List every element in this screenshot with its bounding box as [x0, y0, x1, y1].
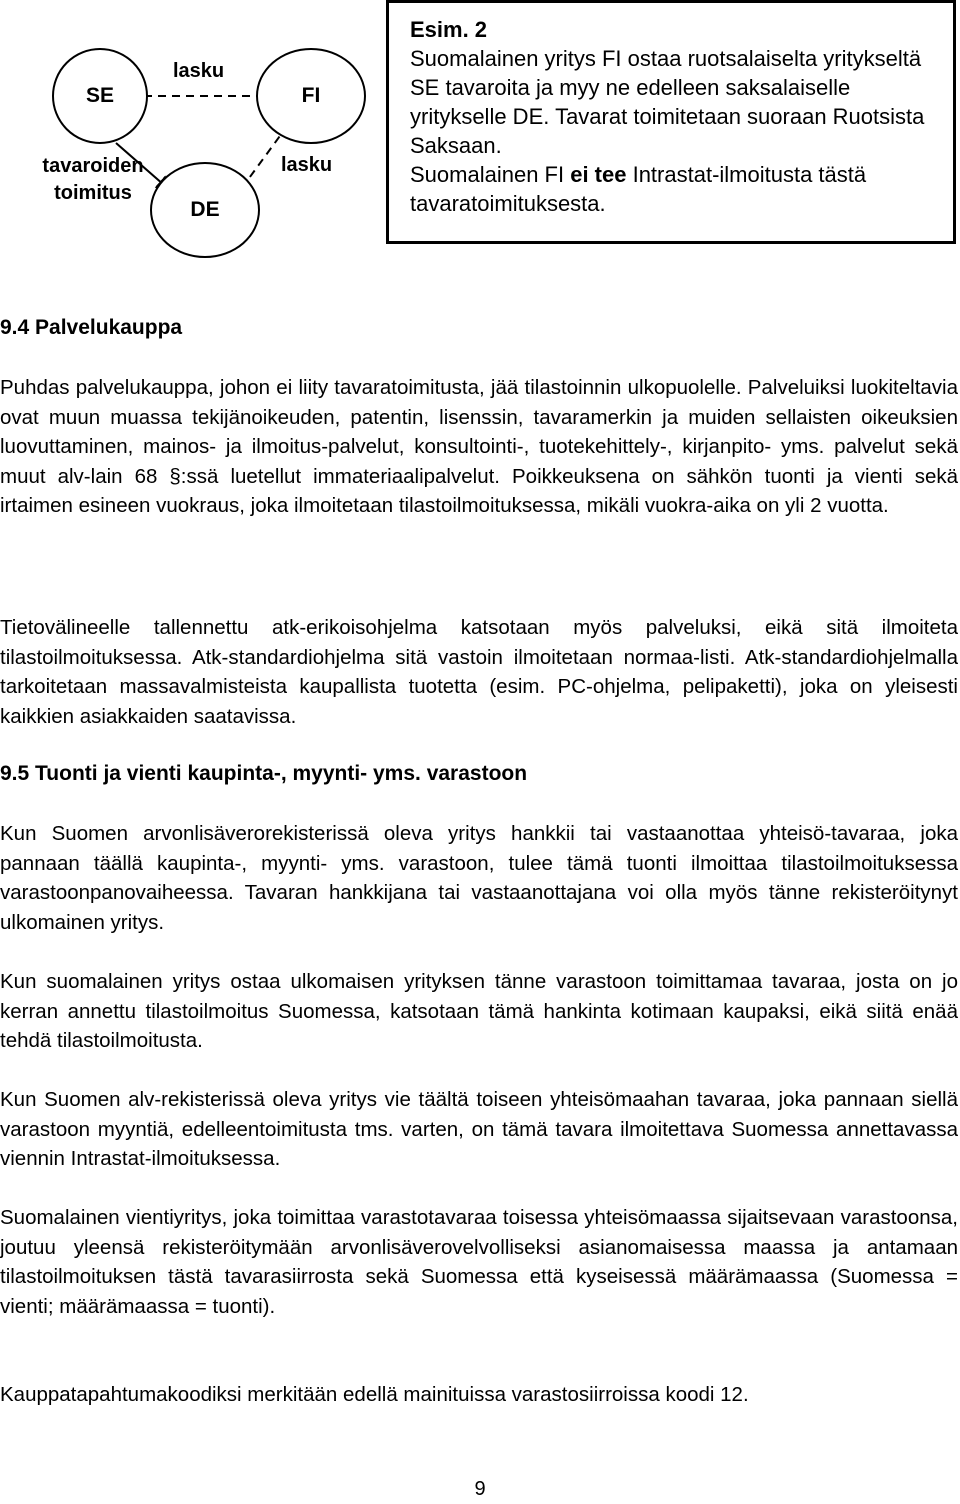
label-goods-delivery-line1: tavaroiden — [42, 155, 144, 177]
section-94-heading: 9.4 Palvelukauppa — [0, 316, 183, 339]
trade-flow-diagram — [0, 0, 380, 250]
label-goods-delivery-line2: toimitus — [54, 182, 132, 204]
section-95-paragraph-2: Kun suomalainen yritys ostaa ulkomaisen yrityksen tänne varastoon toimittamaa tavaraa, josta on jo kerran annettu tilastoilmoitus Suomessa, katsotaan tämä hankinta kotimaan kaupaksi, eikä siitä enää tehdä tilastoilmoitusta. — [0, 970, 958, 1052]
node-se: SE — [52, 48, 148, 144]
node-fi: FI — [256, 48, 366, 144]
example-text: Suomalainen yritys FI ostaa ruotsalaiselta yritykseltä SE tavaroita ja myy ne edelleen saksalaiselle yritykselle DE. Tavarat toimitetaan suoraan Ruotsista Saksaan. — [410, 46, 925, 158]
label-goods-delivery — [23, 153, 163, 207]
example-box — [386, 0, 956, 244]
section-94-paragraph-2: Tietovälineelle tallennettu atk-erikoisohjelma katsotaan myös palveluksi, eikä sitä ilmoiteta tilastoilmoituksessa. Atk-standardiohjelma sitä vastoin ilmoitetaan normaa-listi. Atk-standardiohjelmalla tarkoitetaan massavalmisteista kaupallista tuotetta (esim. PC-ohjelma, pelipaketti), joka on yleisesti kaikkien asiakkaiden saatavissa. — [0, 616, 958, 728]
section-95-paragraph-4: Suomalainen vientiyritys, joka toimittaa varastotavaraa toisessa yhteisömaassa sijaitsevaan varastoonsa, joutuu yleensä rekisteröitymään arvonlisäverovelvolliseksi asianomaisessa maassa ja antamaan tilastoilmoituksen tästä tavarasiirrosta sekä Suomessa että kyseisessä määrämaassa (Suomessa = vienti; määrämaassa = tuonti). — [0, 1206, 958, 1318]
label-invoice-top: lasku — [173, 60, 225, 82]
section-95-heading: 9.5 Tuonti ja vienti kaupinta-, myynti- yms. varastoon — [0, 762, 528, 785]
example-note-post: Intrastat-ilmoitusta tästä tavaratoimituksesta. — [410, 162, 867, 216]
example-note-bold: ei tee — [570, 162, 627, 187]
section-94-paragraph-1: Puhdas palvelukauppa, johon ei liity tavaratoimitusta, jää tilastoinnin ulkopuolelle. Palveluiksi luokiteltavia ovat muun muassa tekijänoikeuden, patentin, lisenssin, tavaramerkin ja muiden sellaisten oikeuksien luovuttaminen, mainos- ja ilmoitus-palvelut, konsultointi-, tuotekehittely-, kirjanpito- yms. palvelut sekä muut alv-lain 68 §:ssä luetellut immateriaalipalvelut. Poikkeuksena on sähkön tuonti ja vienti sekä irtaimen esineen vuokraus, joka ilmoitetaan tilastoilmoituksessa, mikäli vuokra-aika on yli 2 vuotta. — [0, 376, 958, 517]
section-95-paragraph-1: Kun Suomen arvonlisäverorekisterissä oleva yritys hankkii tai vastaanottaa yhteisö-tavaraa, joka pannaan täällä kaupinta-, myynti- yms. varastoon, tulee tämä tuonti ilmoittaa tilastoilmoituksessa varastoonpanovaiheessa. Tavaran hankkijana tai vastaanottajana voi olla myös tänne rekisteröitynyt ulkomainen yritys. — [0, 822, 958, 934]
example-title: Esim. 2 — [410, 17, 488, 42]
page-number: 9 — [474, 1478, 486, 1500]
label-invoice-bottom: lasku — [281, 154, 333, 176]
example-note — [410, 160, 933, 218]
example-note-pre: Suomalainen FI — [410, 162, 571, 187]
node-de: DE — [150, 162, 260, 258]
section-95-paragraph-3: Kun Suomen alv-rekisterissä oleva yritys vie täältä toiseen yhteisömaahan tavaraa, joka pannaan siellä varastoon myyntiä, edelleentoimitusta tms. varten, on tämä tavara ilmoitettava Suomessa annettavassa viennin Intrastat-ilmoituksessa. — [0, 1088, 958, 1170]
section-95-paragraph-5: Kauppatapahtumakoodiksi merkitään edellä mainituissa varastosiirroissa koodi 12. — [0, 1383, 749, 1406]
